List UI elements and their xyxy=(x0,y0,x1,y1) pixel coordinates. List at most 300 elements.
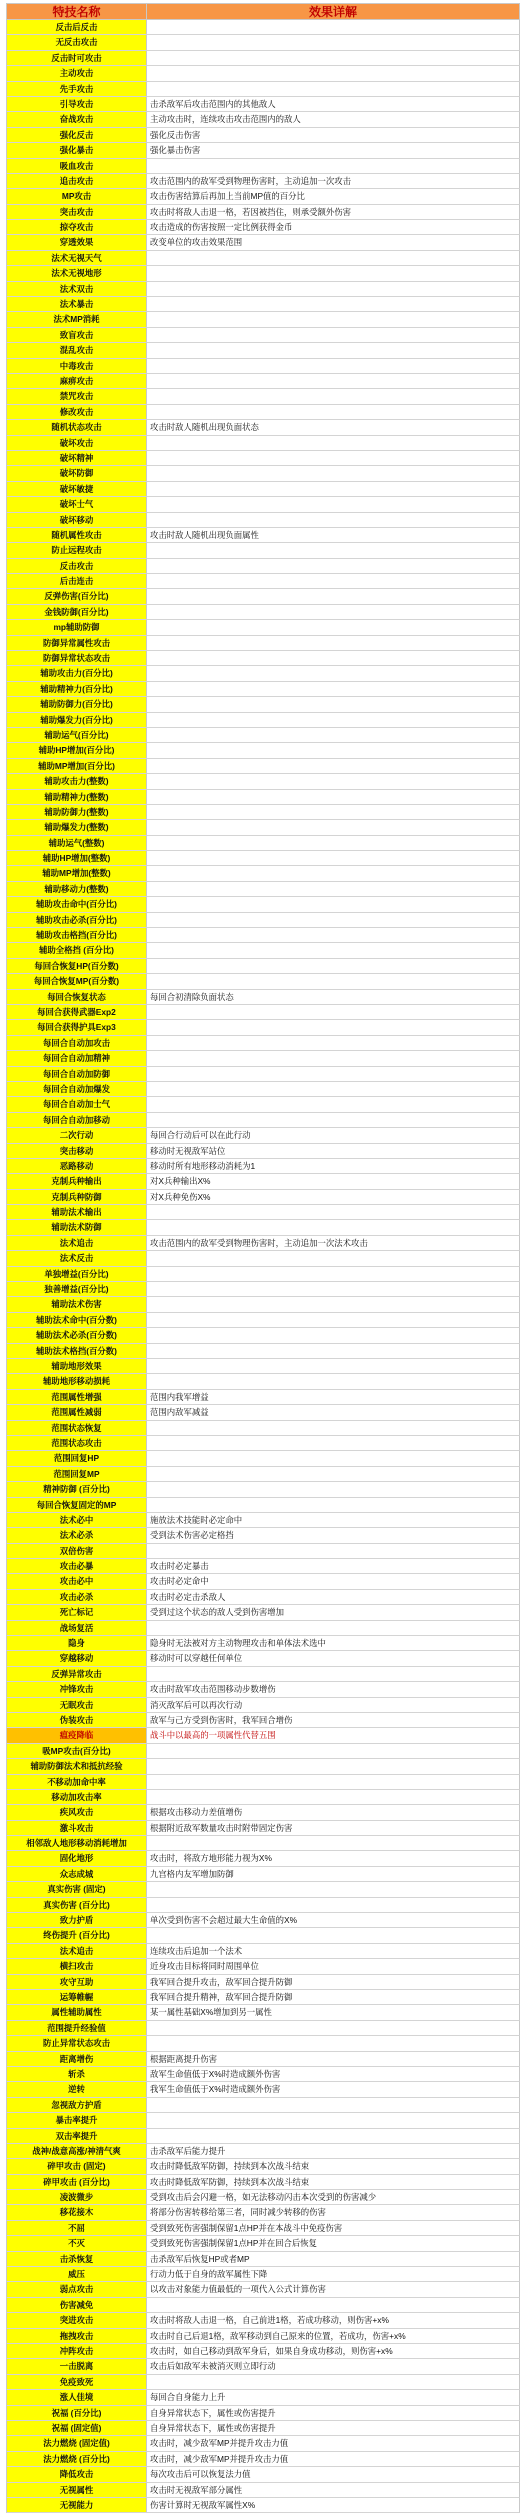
skill-name-cell: 涨人佳境 xyxy=(7,2390,147,2404)
skill-name-cell: 辅助地形移动损耗 xyxy=(7,1374,147,1388)
table-row xyxy=(6,2159,520,2174)
effect-detail-cell xyxy=(147,897,519,911)
table-row xyxy=(6,1282,520,1297)
effect-detail-cell xyxy=(147,1882,519,1896)
effect-detail-cell: 攻击后如敌军未被消灭则立即行动 xyxy=(150,2361,276,2372)
effect-detail-cell xyxy=(147,1067,519,1081)
table-body xyxy=(6,20,520,2513)
effect-detail-cell: 受到致死伤害强制保留1点HP并在回合后恢复 xyxy=(150,2238,318,2249)
effect-detail-cell: 攻击时无视敌军部分属性 xyxy=(150,2484,243,2495)
skill-name-cell: 辅助攻击必杀(百分比) xyxy=(7,913,147,927)
effect-detail-cell: 施放法术技能时必定命中 xyxy=(150,1514,243,1525)
effect-detail-cell xyxy=(147,820,519,834)
effect-detail-cell: 击杀敌军后恢复HP或者MP xyxy=(150,2253,250,2264)
skill-name-cell: 范围属性增强 xyxy=(7,1390,147,1404)
skill-name-cell: 破坏士气 xyxy=(7,497,147,511)
table-header xyxy=(6,3,520,20)
effect-detail-cell xyxy=(147,651,519,665)
effect-detail-cell xyxy=(147,759,519,773)
skill-name-cell: 逆转 xyxy=(7,2082,147,2096)
skill-name-cell: 双击率提升 xyxy=(7,2129,147,2143)
effect-detail-cell: 九宫格内友军增加防御 xyxy=(150,1868,234,1879)
effect-detail-cell xyxy=(147,682,519,696)
table-row xyxy=(6,605,520,620)
skill-name-cell: 法力燃烧 (固定值) xyxy=(7,2436,147,2450)
effect-detail-cell: 消灭敌军后可以再次行动 xyxy=(150,1699,243,1710)
effect-detail-cell: 攻击伤害结算后再加上当前MP值的百分比 xyxy=(150,191,305,202)
effect-detail-cell xyxy=(147,1467,519,1481)
table-row xyxy=(6,497,520,512)
table-row xyxy=(6,2221,520,2236)
skill-name-cell: 强化反击 xyxy=(7,128,147,142)
effect-detail-cell xyxy=(147,574,519,588)
skill-name-cell: 辅助地形效果 xyxy=(7,1359,147,1373)
table-row xyxy=(6,1067,520,1082)
effect-detail-cell xyxy=(147,1020,519,1034)
table-row xyxy=(6,2467,520,2482)
table-row xyxy=(6,2436,520,2451)
effect-detail-cell xyxy=(147,312,519,326)
table-row xyxy=(6,959,520,974)
table-row xyxy=(6,728,520,743)
table-row xyxy=(6,836,520,851)
effect-detail-cell: 攻击时必定击杀敌人 xyxy=(150,1591,226,1602)
table-row xyxy=(6,1651,520,1666)
effect-detail-cell xyxy=(147,1898,519,1912)
skill-name-cell: 辅助防御力(整数) xyxy=(7,805,147,819)
skill-name-cell: 防止异常状态攻击 xyxy=(7,2036,147,2050)
effect-detail-cell xyxy=(147,666,519,680)
skill-name-cell: 单独增益(百分比) xyxy=(7,1267,147,1281)
table-row xyxy=(6,1621,520,1636)
skill-name-cell: 每回合恢复固定的MP xyxy=(7,1498,147,1512)
skill-name-cell: 攻守互助 xyxy=(7,1975,147,1989)
skill-name-cell: 辅助攻击力(整数) xyxy=(7,774,147,788)
skill-name-cell: 一击脱离 xyxy=(7,2359,147,2373)
effect-detail-cell xyxy=(147,1544,519,1558)
table-row xyxy=(6,774,520,789)
effect-detail-cell: 对X兵种免伤X% xyxy=(150,1191,211,1202)
effect-detail-cell xyxy=(147,2021,519,2035)
table-row xyxy=(6,1975,520,1990)
skill-name-cell: 法术反击 xyxy=(7,1251,147,1265)
effect-detail-cell xyxy=(147,1790,519,1804)
effect-detail-cell: 攻击范围内的敌军受到物理伤害时，主动追加一次法术攻击 xyxy=(150,1237,368,1248)
skill-name-cell: 追击攻击 xyxy=(7,174,147,188)
table-row xyxy=(6,312,520,327)
skill-name-cell: 祝福 (固定值) xyxy=(7,2421,147,2435)
table-row xyxy=(6,359,520,374)
table-row xyxy=(6,743,520,758)
table-row xyxy=(6,1867,520,1882)
table-row xyxy=(6,882,520,897)
effect-detail-cell xyxy=(147,466,519,480)
skill-name-cell: 相邻敌人地形移动消耗增加 xyxy=(7,1836,147,1850)
table-row xyxy=(6,513,520,528)
effect-detail-cell: 攻击时，将敌方地形能力视为X% xyxy=(150,1853,272,1864)
table-row xyxy=(6,1482,520,1497)
table-row xyxy=(6,1959,520,1974)
table-row xyxy=(6,1775,520,1790)
effect-detail-cell: 敌军与己方受到伤害时，我军回合增伤 xyxy=(150,1714,293,1725)
effect-detail-cell xyxy=(147,1482,519,1496)
table-row xyxy=(6,220,520,235)
effect-detail-cell xyxy=(147,1297,519,1311)
table-row xyxy=(6,251,520,266)
table-row xyxy=(6,374,520,389)
skill-name-cell: 麻痹攻击 xyxy=(7,374,147,388)
skill-name-cell: 范围回复HP xyxy=(7,1451,147,1465)
skill-name-cell: 每回合恢复HP(百分数) xyxy=(7,959,147,973)
skill-name-cell: 反弹异常攻击 xyxy=(7,1667,147,1681)
skill-name-cell: 激斗攻击 xyxy=(7,1821,147,1835)
effect-detail-cell: 根据攻击移动力差值增伤 xyxy=(150,1807,243,1818)
skill-name-cell: 击杀恢复 xyxy=(7,2252,147,2266)
table-row xyxy=(6,1344,520,1359)
skill-name-cell: 距离增伤 xyxy=(7,2052,147,2066)
table-row xyxy=(6,866,520,881)
effect-detail-cell: 某一属性基础X%增加到另一属性 xyxy=(150,2007,272,2018)
table-row xyxy=(6,1405,520,1420)
effect-detail-cell: 隐身时无法被对方主动物理攻击和单体法术选中 xyxy=(150,1638,326,1649)
effect-detail-cell xyxy=(147,1251,519,1265)
skill-name-cell: 辅助HP增加(整数) xyxy=(7,851,147,865)
effect-detail-cell: 我军生命值低于X%时造成额外伤害 xyxy=(150,2084,281,2095)
skill-name-cell: 辅助防御法术和抵抗经验 xyxy=(7,1759,147,1773)
table-row xyxy=(6,1744,520,1759)
skill-name-cell: 不灭 xyxy=(7,2236,147,2250)
effect-detail-cell: 改变单位的攻击效果范围 xyxy=(150,237,243,248)
table-row xyxy=(6,1205,520,1220)
effect-detail-cell: 近身攻击目标将同时周围单位 xyxy=(150,1961,259,1972)
effect-detail-cell: 击杀敌军后能力提升 xyxy=(150,2145,226,2156)
effect-detail-cell xyxy=(147,1421,519,1435)
skill-name-cell: mp辅助防御 xyxy=(7,620,147,634)
table-row xyxy=(6,851,520,866)
effect-detail-cell: 移动时可以穿越任何单位 xyxy=(150,1653,243,1664)
skill-name-cell: 法术暴击 xyxy=(7,297,147,311)
skill-name-cell: 无反击攻击 xyxy=(7,35,147,49)
table-row xyxy=(6,159,520,174)
table-row xyxy=(6,528,520,543)
table-row xyxy=(6,35,520,50)
effect-detail-cell xyxy=(147,1436,519,1450)
table-row xyxy=(6,451,520,466)
skill-name-cell: 法术追击 xyxy=(7,1236,147,1250)
table-row xyxy=(6,1020,520,1035)
effect-detail-cell: 攻击时敌人随机出现负面属性 xyxy=(150,529,259,540)
effect-detail-cell xyxy=(147,436,519,450)
effect-detail-cell: 范围内敌军减益 xyxy=(150,1407,209,1418)
skill-name-cell: 克制兵种输出 xyxy=(7,1174,147,1188)
table-row xyxy=(6,389,520,404)
table-row xyxy=(6,466,520,481)
skill-name-cell: 法术双击 xyxy=(7,282,147,296)
effect-detail-cell: 受到过这个状态的敌人受到伤害增加 xyxy=(150,1607,284,1618)
table-row xyxy=(6,1359,520,1374)
table-row xyxy=(6,2144,520,2159)
table-row xyxy=(6,1313,520,1328)
table-row xyxy=(6,2421,520,2436)
skill-name-cell: 辅助全格挡 (百分比) xyxy=(7,943,147,957)
effect-detail-cell xyxy=(147,1759,519,1773)
effect-detail-cell: 将部分伤害转移给第三者，同时减少转移的伤害 xyxy=(150,2207,326,2218)
effect-detail-cell xyxy=(147,1097,519,1111)
skill-name-cell: 辅助法术格挡(百分数) xyxy=(7,1344,147,1358)
table-row xyxy=(6,1513,520,1528)
skill-name-cell: 先手攻击 xyxy=(7,82,147,96)
effect-detail-cell xyxy=(147,159,519,173)
table-row xyxy=(6,2082,520,2097)
effect-detail-cell: 伤害计算时无视敌军属性X% xyxy=(150,2499,256,2510)
table-row xyxy=(6,2282,520,2297)
skill-name-cell: 混乱攻击 xyxy=(7,343,147,357)
table-row xyxy=(6,913,520,928)
skill-name-cell: MP攻击 xyxy=(7,189,147,203)
effect-detail-cell xyxy=(147,1621,519,1635)
skill-name-cell: 独善增益(百分比) xyxy=(7,1282,147,1296)
table-row xyxy=(6,1236,520,1251)
table-row xyxy=(6,1667,520,1682)
table-row xyxy=(6,282,520,297)
skill-name-cell: 死亡标记 xyxy=(7,1605,147,1619)
effect-detail-cell xyxy=(147,790,519,804)
skill-name-cell: 破坏防御 xyxy=(7,466,147,480)
skill-name-cell: 突击攻击 xyxy=(7,205,147,219)
skill-name-cell: 双倍伤害 xyxy=(7,1544,147,1558)
skill-name-cell: 忽视敌方护盾 xyxy=(7,2098,147,2112)
effect-detail-cell xyxy=(147,359,519,373)
skill-name-cell: 禁咒攻击 xyxy=(7,389,147,403)
skill-name-cell: 冲锋攻击 xyxy=(7,1682,147,1696)
skill-name-cell: 修改攻击 xyxy=(7,405,147,419)
effect-detail-cell: 移动时所有地形移动消耗为1 xyxy=(150,1160,256,1171)
effect-detail-cell: 攻击时将敌人击退一格，若因被挡住，则承受额外伤害 xyxy=(150,206,351,217)
table-row xyxy=(6,1113,520,1128)
effect-detail-cell: 攻击时必定命中 xyxy=(150,1576,209,1587)
effect-detail-cell xyxy=(147,559,519,573)
skill-name-cell: 终伤提升 (百分比) xyxy=(7,1928,147,1942)
table-row xyxy=(6,1174,520,1189)
skill-name-cell: 辅助法术伤害 xyxy=(7,1297,147,1311)
skill-name-cell: 突击移动 xyxy=(7,1144,147,1158)
skill-name-cell: 致力护盾 xyxy=(7,1913,147,1927)
effect-detail-cell xyxy=(147,35,519,49)
table-row xyxy=(6,543,520,558)
table-row xyxy=(6,1251,520,1266)
effect-detail-cell xyxy=(147,1498,519,1512)
table-row xyxy=(6,2113,520,2128)
skill-name-cell: 辅助运气(整数) xyxy=(7,836,147,850)
skill-name-cell: 范围回复MP xyxy=(7,1467,147,1481)
table-row xyxy=(6,297,520,312)
skill-name-cell: 金钱防御(百分比) xyxy=(7,605,147,619)
effect-detail-cell: 范围内我军增益 xyxy=(150,1391,209,1402)
table-row xyxy=(6,328,520,343)
skill-name-cell: 破坏精神 xyxy=(7,451,147,465)
skill-name-cell: 主动攻击 xyxy=(7,66,147,80)
table-row xyxy=(6,1805,520,1820)
effect-detail-cell xyxy=(147,697,519,711)
effect-detail-cell: 攻击时敌人随机出现负面状态 xyxy=(150,422,259,433)
skill-name-cell: 辅助爆发力(整数) xyxy=(7,820,147,834)
effect-detail-cell xyxy=(147,589,519,603)
skill-name-cell: 穿越移动 xyxy=(7,1651,147,1665)
skill-name-cell: 移动加攻击率 xyxy=(7,1790,147,1804)
skill-name-cell: 每回合自动加移动 xyxy=(7,1113,147,1127)
effect-detail-cell xyxy=(147,774,519,788)
table-row xyxy=(6,1713,520,1728)
skill-name-cell: 法术MP消耗 xyxy=(7,312,147,326)
table-row xyxy=(6,759,520,774)
skill-name-cell: 每回合自动加爆发 xyxy=(7,1082,147,1096)
table-row xyxy=(6,1821,520,1836)
effect-detail-cell: 击杀敌军后攻击范围内的其他敌人 xyxy=(150,98,276,109)
skill-name-cell: 奋战攻击 xyxy=(7,112,147,126)
table-row xyxy=(6,2298,520,2313)
skill-name-cell: 反击时可攻击 xyxy=(7,51,147,65)
skill-name-cell: 辅助攻击力(百分比) xyxy=(7,666,147,680)
effect-detail-cell xyxy=(147,2129,519,2143)
skill-name-cell: 范围状态恢复 xyxy=(7,1421,147,1435)
skill-name-cell: 攻击必中 xyxy=(7,1574,147,1588)
table-row xyxy=(6,1944,520,1959)
skill-name-cell: 掠夺攻击 xyxy=(7,220,147,234)
skill-name-cell: 每回合恢复MP(百分数) xyxy=(7,974,147,988)
table-row xyxy=(6,805,520,820)
effect-detail-cell: 攻击范围内的敌军受到物理伤害时，主动追加一次攻击 xyxy=(150,175,351,186)
skill-name-cell: 随机属性攻击 xyxy=(7,528,147,542)
skill-name-cell: 运筹帷幄 xyxy=(7,1990,147,2004)
skill-name-cell: 祝福 (百分比) xyxy=(7,2406,147,2420)
skill-name-cell: 二次行动 xyxy=(7,1128,147,1142)
table-row xyxy=(6,1297,520,1312)
skill-name-cell: 反弹伤害(百分比) xyxy=(7,589,147,603)
effect-detail-cell xyxy=(147,1313,519,1327)
skill-name-cell: 法术追击 xyxy=(7,1944,147,1958)
table-row xyxy=(6,2205,520,2220)
effect-detail-cell: 行动力低于自身的敌军属性下降 xyxy=(150,2269,268,2280)
effect-detail-cell: 攻击时敌军攻击范围移动步数增伤 xyxy=(150,1684,276,1695)
effect-detail-cell xyxy=(147,605,519,619)
skill-name-cell: 每回合获得护具Exp3 xyxy=(7,1020,147,1034)
effect-detail-cell xyxy=(147,497,519,511)
table-row xyxy=(6,697,520,712)
table-row xyxy=(6,343,520,358)
skill-name-cell: 辅助攻击格挡(百分比) xyxy=(7,928,147,942)
skill-name-cell: 辅助精神力(百分比) xyxy=(7,682,147,696)
skill-name-cell: 辅助法术必杀(百分数) xyxy=(7,1328,147,1342)
table-row xyxy=(6,1990,520,2005)
skill-name-cell: 弱点攻击 xyxy=(7,2282,147,2296)
effect-detail-cell: 移动时无视敌军站位 xyxy=(150,1145,226,1156)
skill-name-cell: 隐身 xyxy=(7,1636,147,1650)
skill-name-cell: 不屈 xyxy=(7,2221,147,2235)
table-row xyxy=(6,2483,520,2498)
effect-detail-cell xyxy=(147,913,519,927)
skill-name-cell: 真实伤害 (固定) xyxy=(7,1882,147,1896)
table-row xyxy=(6,266,520,281)
effect-detail-cell: 我军回合提升攻击，敌军回合提升防御 xyxy=(150,1976,293,1987)
effect-detail-cell: 受到攻击后会闪避一格，如无法移动闪击本次受到的伤害减少 xyxy=(150,2192,377,2203)
effect-detail-cell: 每回合自身能力上升 xyxy=(150,2392,226,2403)
effect-detail-cell xyxy=(147,1374,519,1388)
table-row xyxy=(6,1374,520,1389)
table-row xyxy=(6,205,520,220)
effect-detail-cell xyxy=(147,328,519,342)
effect-detail-cell xyxy=(147,851,519,865)
effect-detail-cell xyxy=(147,728,519,742)
effect-detail-cell xyxy=(147,620,519,634)
effect-detail-cell xyxy=(147,866,519,880)
effect-detail-cell xyxy=(147,1836,519,1850)
skill-name-cell: 每回合自动加防御 xyxy=(7,1067,147,1081)
table-row xyxy=(6,1082,520,1097)
skill-name-cell: 免疫致死 xyxy=(7,2375,147,2389)
effect-detail-cell xyxy=(147,482,519,496)
skill-name-cell: 破坏攻击 xyxy=(7,436,147,450)
skill-name-cell: 暴击率提升 xyxy=(7,2113,147,2127)
skill-name-cell: 突进攻击 xyxy=(7,2313,147,2327)
table-row xyxy=(6,1051,520,1066)
skill-name-cell: 强化暴击 xyxy=(7,143,147,157)
skill-name-cell: 恶路移动 xyxy=(7,1159,147,1173)
effect-detail-cell: 自身异常状态下，属性或伤害提升 xyxy=(150,2422,276,2433)
effect-detail-cell xyxy=(147,51,519,65)
effect-detail-cell xyxy=(147,943,519,957)
table-row xyxy=(6,1036,520,1051)
skill-name-cell: 中毒攻击 xyxy=(7,359,147,373)
effect-detail-cell xyxy=(147,1282,519,1296)
effect-detail-cell: 攻击时，减少敌军MP并提升攻击力值 xyxy=(150,2438,289,2449)
effect-detail-cell: 攻击时降低敌军防御，持续到本次战斗结束 xyxy=(150,2176,310,2187)
effect-detail-cell: 强化暴击伤害 xyxy=(150,145,201,156)
skill-name-cell: 反击后反击 xyxy=(7,20,147,34)
table-row xyxy=(6,2129,520,2144)
effect-detail-cell: 攻击造成的伤害按照一定比例获得金币 xyxy=(150,222,293,233)
effect-detail-cell xyxy=(147,1328,519,1342)
effect-detail-cell xyxy=(147,1359,519,1373)
table-row xyxy=(6,2021,520,2036)
table-row xyxy=(6,2344,520,2359)
effect-detail-cell: 主动攻击时，连续攻击攻击范围内的敌人 xyxy=(150,114,301,125)
effect-detail-cell: 自身异常状态下，属性或伤害提升 xyxy=(150,2407,276,2418)
skill-name-cell: 碎甲攻击 (固定) xyxy=(7,2159,147,2173)
skill-name-cell: 拖拽攻击 xyxy=(7,2329,147,2343)
skill-name-cell: 固化地形 xyxy=(7,1851,147,1865)
table-row xyxy=(6,1898,520,1913)
skill-name-cell: 防御异常状态攻击 xyxy=(7,651,147,665)
skill-name-cell: 辅助防御力(百分比) xyxy=(7,697,147,711)
skill-name-cell: 降低攻击 xyxy=(7,2467,147,2481)
table-row xyxy=(6,2329,520,2344)
skill-name-cell: 辅助法术防御 xyxy=(7,1220,147,1234)
skill-name-cell: 属性辅助属性 xyxy=(7,2005,147,2019)
skill-name-cell: 横扫攻击 xyxy=(7,1959,147,1973)
table-row xyxy=(6,1913,520,1928)
table-row xyxy=(6,1005,520,1020)
skill-name-cell: 辅助运气(百分比) xyxy=(7,728,147,742)
skill-name-cell: 克制兵种防御 xyxy=(7,1190,147,1204)
table-row xyxy=(6,897,520,912)
table-row xyxy=(6,1928,520,1943)
skill-name-cell: 伤害减免 xyxy=(7,2298,147,2312)
skill-name-cell: 斩杀 xyxy=(7,2067,147,2081)
table-row xyxy=(6,66,520,81)
effect-detail-cell: 攻击时，如自己移动到敌军身后，如果自身成功移动，则伤害+x% xyxy=(150,2345,393,2356)
table-row xyxy=(6,2359,520,2374)
table-row xyxy=(6,128,520,143)
